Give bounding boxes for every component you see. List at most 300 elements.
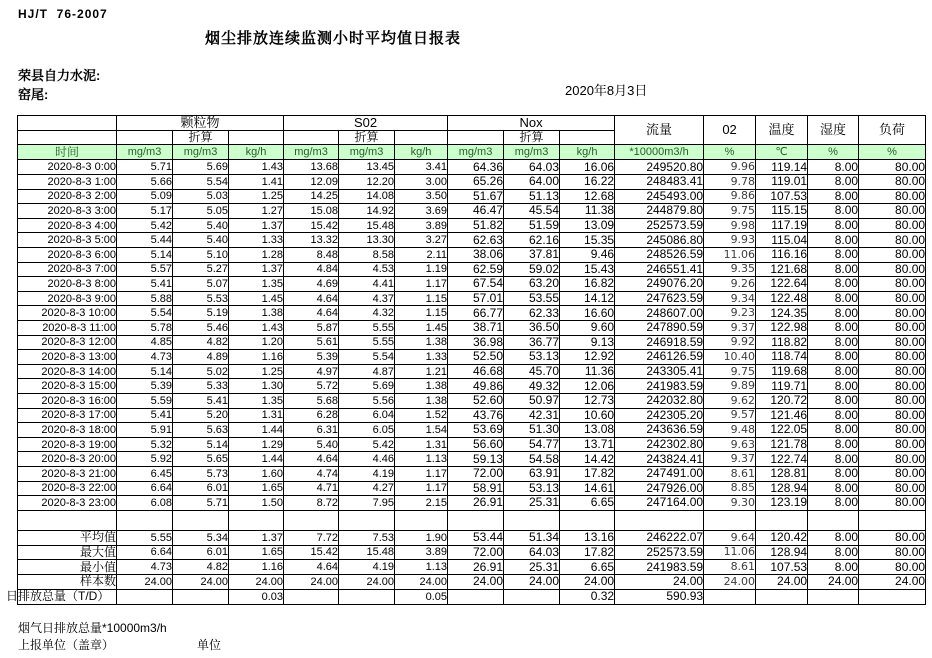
value-cell: 5.72 <box>284 379 339 394</box>
value-cell: 8.00 <box>808 496 859 511</box>
value-cell: 5.19 <box>173 306 229 321</box>
value-cell: 6.01 <box>173 481 229 496</box>
value-cell: 80.00 <box>859 321 926 336</box>
value-cell: 5.33 <box>173 379 229 394</box>
value-cell: 24.00 <box>229 575 284 590</box>
value-cell: 247623.59 <box>615 291 704 306</box>
value-cell: 15.42 <box>284 545 339 560</box>
value-cell: 242305.20 <box>615 408 704 423</box>
hour-row <box>18 189 926 204</box>
value-cell: 5.61 <box>284 335 339 350</box>
value-cell: 53.13 <box>504 481 560 496</box>
value-cell: 49.86 <box>448 379 504 394</box>
value-cell: 80.00 <box>859 248 926 263</box>
value-cell: 24.00 <box>704 575 756 590</box>
value-cell: 5.40 <box>173 233 229 248</box>
value-cell: 4.19 <box>339 560 395 575</box>
spacer-cell <box>704 510 756 530</box>
value-cell: 3.00 <box>395 175 448 190</box>
value-cell: 9.57 <box>704 408 756 423</box>
value-cell: 15.35 <box>560 233 615 248</box>
value-cell: 12.92 <box>560 350 615 365</box>
hour-row <box>18 452 926 467</box>
value-cell <box>704 589 756 604</box>
col-load-header: 负荷 <box>859 116 926 145</box>
value-cell: 5.88 <box>117 291 173 306</box>
value-cell: 12.06 <box>560 379 615 394</box>
value-cell: 64.03 <box>504 160 560 175</box>
value-cell: 17.82 <box>560 545 615 560</box>
value-cell: 8.00 <box>808 452 859 467</box>
value-cell: 9.62 <box>704 393 756 408</box>
footer-unit-label: 单位 <box>197 638 222 652</box>
hour-row <box>18 335 926 350</box>
hour-row <box>18 364 926 379</box>
value-cell: 13.68 <box>284 160 339 175</box>
value-cell: 5.41 <box>117 408 173 423</box>
value-cell: 8.00 <box>808 189 859 204</box>
value-cell: 1.15 <box>395 306 448 321</box>
spacer-cell <box>615 510 704 530</box>
value-cell: 13.08 <box>560 423 615 438</box>
value-cell: 80.00 <box>859 350 926 365</box>
value-cell: 9.37 <box>704 321 756 336</box>
value-cell: 1.35 <box>229 277 284 292</box>
value-cell: 80.00 <box>859 277 926 292</box>
value-cell: 115.15 <box>756 204 808 219</box>
value-cell: 6.31 <box>284 423 339 438</box>
value-cell: 4.32 <box>339 306 395 321</box>
value-cell: 8.00 <box>808 423 859 438</box>
value-cell: 53.69 <box>448 423 504 438</box>
value-cell: 4.46 <box>339 452 395 467</box>
blank-cell <box>448 131 504 145</box>
hour-row <box>18 306 926 321</box>
value-cell: 80.00 <box>859 408 926 423</box>
unit-cell: mg/m3 <box>504 145 560 160</box>
spacer-cell <box>229 510 284 530</box>
value-cell: 14.42 <box>560 452 615 467</box>
value-cell: 43.76 <box>448 408 504 423</box>
value-cell: 25.31 <box>504 496 560 511</box>
unit-cell: ℃ <box>756 145 808 160</box>
value-cell: 1.30 <box>229 379 284 394</box>
value-cell: 1.65 <box>229 545 284 560</box>
value-cell: 24.00 <box>504 575 560 590</box>
value-cell: 72.00 <box>448 466 504 481</box>
value-cell: 15.42 <box>284 218 339 233</box>
value-cell: 9.64 <box>704 530 756 545</box>
hour-row <box>18 496 926 511</box>
time-column-header: 时间 <box>18 145 117 160</box>
value-cell: 8.00 <box>808 175 859 190</box>
value-cell: 246222.07 <box>615 530 704 545</box>
value-cell: 9.78 <box>704 175 756 190</box>
value-cell: 8.00 <box>808 364 859 379</box>
time-cell: 2020-8-3 18:00 <box>18 423 117 438</box>
time-cell: 2020-8-3 8:00 <box>18 277 117 292</box>
value-cell: 5.68 <box>284 393 339 408</box>
value-cell: 16.60 <box>560 306 615 321</box>
unit-cell: kg/h <box>229 145 284 160</box>
value-cell: 1.33 <box>395 350 448 365</box>
value-cell: 1.38 <box>395 379 448 394</box>
value-cell: 1.37 <box>229 530 284 545</box>
value-cell: 5.92 <box>117 452 173 467</box>
time-cell: 2020-8-3 4:00 <box>18 218 117 233</box>
value-cell: 1.60 <box>229 466 284 481</box>
value-cell: 14.92 <box>339 204 395 219</box>
report-title: 烟尘排放连续监测小时平均值日报表 <box>205 30 462 47</box>
value-cell: 5.71 <box>173 496 229 511</box>
value-cell: 80.00 <box>859 560 926 575</box>
value-cell: 241983.59 <box>615 560 704 575</box>
value-cell: 5.17 <box>117 204 173 219</box>
time-cell: 2020-8-3 11:00 <box>18 321 117 336</box>
value-cell: 246918.59 <box>615 335 704 350</box>
value-cell: 1.44 <box>229 423 284 438</box>
time-cell: 2020-8-3 3:00 <box>18 204 117 219</box>
value-cell: 8.61 <box>704 560 756 575</box>
value-cell: 5.55 <box>117 530 173 545</box>
summary-row <box>18 575 926 590</box>
value-cell: 10.40 <box>704 350 756 365</box>
value-cell: 11.06 <box>704 545 756 560</box>
value-cell: 119.71 <box>756 379 808 394</box>
value-cell: 6.05 <box>339 423 395 438</box>
value-cell: 64.03 <box>504 545 560 560</box>
value-cell: 80.00 <box>859 364 926 379</box>
value-cell: 5.41 <box>117 277 173 292</box>
value-cell: 11.36 <box>560 364 615 379</box>
value-cell: 5.87 <box>284 321 339 336</box>
value-cell: 122.74 <box>756 452 808 467</box>
time-cell: 2020-8-3 23:00 <box>18 496 117 511</box>
time-cell: 2020-8-3 12:00 <box>18 335 117 350</box>
report-table <box>6 115 926 605</box>
summary-label: 样本数 <box>18 575 117 590</box>
value-cell: 17.82 <box>560 466 615 481</box>
value-cell: 4.73 <box>117 560 173 575</box>
value-cell: 12.68 <box>560 189 615 204</box>
hour-row <box>18 175 926 190</box>
value-cell: 246551.41 <box>615 262 704 277</box>
time-cell: 2020-8-3 16:00 <box>18 393 117 408</box>
value-cell: 24.00 <box>395 575 448 590</box>
value-cell: 1.25 <box>229 189 284 204</box>
value-cell: 51.34 <box>504 530 560 545</box>
value-cell: 62.33 <box>504 306 560 321</box>
value-cell: 54.77 <box>504 437 560 452</box>
value-cell: 4.97 <box>284 364 339 379</box>
value-cell: 5.02 <box>173 364 229 379</box>
value-cell: 36.50 <box>504 321 560 336</box>
value-cell: 1.16 <box>229 350 284 365</box>
value-cell: 6.65 <box>560 560 615 575</box>
so2-converted-header: 折算 <box>339 131 395 145</box>
value-cell: 52.60 <box>448 393 504 408</box>
value-cell: 9.98 <box>704 218 756 233</box>
value-cell: 4.64 <box>284 291 339 306</box>
value-cell: 4.19 <box>339 466 395 481</box>
value-cell: 4.84 <box>284 262 339 277</box>
value-cell: 8.00 <box>808 437 859 452</box>
unit-cell: % <box>704 145 756 160</box>
value-cell: 5.42 <box>117 218 173 233</box>
value-cell: 57.01 <box>448 291 504 306</box>
value-cell: 2.11 <box>395 248 448 263</box>
value-cell: 12.09 <box>284 175 339 190</box>
value-cell: 5.44 <box>117 233 173 248</box>
summary-row <box>18 530 926 545</box>
value-cell: 6.01 <box>173 545 229 560</box>
value-cell: 123.19 <box>756 496 808 511</box>
value-cell: 42.31 <box>504 408 560 423</box>
value-cell: 5.42 <box>339 437 395 452</box>
value-cell: 80.00 <box>859 233 926 248</box>
value-cell: 16.82 <box>560 277 615 292</box>
value-cell: 16.06 <box>560 160 615 175</box>
value-cell: 63.20 <box>504 277 560 292</box>
value-cell: 1.28 <box>229 248 284 263</box>
value-cell: 12.73 <box>560 393 615 408</box>
group-so2: S02 <box>284 116 448 131</box>
value-cell: 9.30 <box>704 496 756 511</box>
value-cell: 8.00 <box>808 204 859 219</box>
value-cell: 5.41 <box>173 393 229 408</box>
value-cell: 7.53 <box>339 530 395 545</box>
value-cell: 24.00 <box>173 575 229 590</box>
value-cell: 10.60 <box>560 408 615 423</box>
value-cell: 117.19 <box>756 218 808 233</box>
time-cell: 2020-8-3 14:00 <box>18 364 117 379</box>
value-cell: 52.50 <box>448 350 504 365</box>
value-cell: 5.69 <box>173 160 229 175</box>
value-cell: 80.00 <box>859 204 926 219</box>
unit-cell: *10000m3/h <box>615 145 704 160</box>
value-cell: 66.77 <box>448 306 504 321</box>
value-cell: 1.45 <box>395 321 448 336</box>
value-cell <box>339 589 395 604</box>
value-cell: 1.38 <box>229 306 284 321</box>
value-cell: 4.82 <box>173 560 229 575</box>
value-cell: 116.16 <box>756 248 808 263</box>
time-cell: 2020-8-3 1:00 <box>18 175 117 190</box>
standard-number: HJ/T 76-2007 <box>18 7 108 21</box>
value-cell: 7.72 <box>284 530 339 545</box>
value-cell: 3.69 <box>395 204 448 219</box>
value-cell: 14.25 <box>284 189 339 204</box>
time-cell: 2020-8-3 6:00 <box>18 248 117 263</box>
value-cell: 245493.00 <box>615 189 704 204</box>
value-cell: 1.31 <box>395 437 448 452</box>
value-cell: 8.00 <box>808 408 859 423</box>
value-cell: 9.23 <box>704 306 756 321</box>
value-cell: 115.04 <box>756 233 808 248</box>
value-cell: 58.91 <box>448 481 504 496</box>
value-cell: 8.00 <box>808 350 859 365</box>
value-cell: 80.00 <box>859 306 926 321</box>
spacer-cell <box>859 510 926 530</box>
value-cell: 9.60 <box>560 321 615 336</box>
value-cell: 5.40 <box>284 437 339 452</box>
group-pm: 颗粒物 <box>117 116 284 131</box>
value-cell: 65.26 <box>448 175 504 190</box>
value-cell: 38.71 <box>448 321 504 336</box>
value-cell: 8.00 <box>808 248 859 263</box>
summary-label: 最小值 <box>18 560 117 575</box>
value-cell: 9.34 <box>704 291 756 306</box>
value-cell: 118.82 <box>756 335 808 350</box>
value-cell: 0.05 <box>395 589 448 604</box>
value-cell: 51.67 <box>448 189 504 204</box>
value-cell: 8.00 <box>808 291 859 306</box>
value-cell: 46.47 <box>448 204 504 219</box>
value-cell: 6.64 <box>117 545 173 560</box>
value-cell: 5.34 <box>173 530 229 545</box>
value-cell: 246126.59 <box>615 350 704 365</box>
time-cell: 2020-8-3 19:00 <box>18 437 117 452</box>
value-cell: 248483.41 <box>615 175 704 190</box>
value-cell: 1.17 <box>395 277 448 292</box>
value-cell: 45.54 <box>504 204 560 219</box>
value-cell <box>117 589 173 604</box>
value-cell: 5.63 <box>173 423 229 438</box>
value-cell <box>756 589 808 604</box>
value-cell: 1.27 <box>229 204 284 219</box>
hour-row <box>18 321 926 336</box>
unit-cell: mg/m3 <box>284 145 339 160</box>
value-cell: 5.55 <box>339 335 395 350</box>
value-cell: 5.57 <box>117 262 173 277</box>
value-cell: 51.30 <box>504 423 560 438</box>
value-cell: 9.48 <box>704 423 756 438</box>
value-cell: 5.46 <box>173 321 229 336</box>
value-cell: 63.91 <box>504 466 560 481</box>
value-cell: 80.00 <box>859 175 926 190</box>
hour-row <box>18 160 926 175</box>
value-cell: 80.00 <box>859 379 926 394</box>
col-humidity-header: 湿度 <box>808 116 859 145</box>
value-cell <box>808 589 859 604</box>
value-cell: 4.27 <box>339 481 395 496</box>
value-cell: 24.00 <box>284 575 339 590</box>
value-cell: 80.00 <box>859 291 926 306</box>
value-cell: 24.00 <box>339 575 395 590</box>
value-cell: 24.00 <box>808 575 859 590</box>
value-cell: 5.54 <box>117 306 173 321</box>
value-cell: 51.13 <box>504 189 560 204</box>
value-cell: 4.37 <box>339 291 395 306</box>
value-cell: 6.08 <box>117 496 173 511</box>
time-cell: 2020-8-3 13:00 <box>18 350 117 365</box>
value-cell: 80.00 <box>859 262 926 277</box>
value-cell: 8.00 <box>808 262 859 277</box>
value-cell: 1.37 <box>229 218 284 233</box>
value-cell: 1.16 <box>229 560 284 575</box>
value-cell: 80.00 <box>859 393 926 408</box>
time-cell: 2020-8-3 10:00 <box>18 306 117 321</box>
hour-row <box>18 437 926 452</box>
spacer-cell <box>339 510 395 530</box>
value-cell: 80.00 <box>859 545 926 560</box>
value-cell: 3.27 <box>395 233 448 248</box>
value-cell: 1.65 <box>229 481 284 496</box>
value-cell: 53.44 <box>448 530 504 545</box>
value-cell: 3.50 <box>395 189 448 204</box>
value-cell: 249520.80 <box>615 160 704 175</box>
value-cell: 248607.00 <box>615 306 704 321</box>
group-nox: Nox <box>448 116 615 131</box>
value-cell: 8.00 <box>808 545 859 560</box>
value-cell: 4.64 <box>284 306 339 321</box>
value-cell: 4.41 <box>339 277 395 292</box>
spacer-cell <box>504 510 560 530</box>
value-cell: 243824.41 <box>615 452 704 467</box>
value-cell: 122.64 <box>756 277 808 292</box>
value-cell: 5.03 <box>173 189 229 204</box>
value-cell: 1.31 <box>229 408 284 423</box>
hour-row <box>18 277 926 292</box>
footer-report-unit-stamp: 上报单位（盖章） <box>18 638 115 652</box>
value-cell: 6.65 <box>560 496 615 511</box>
value-cell: 15.43 <box>560 262 615 277</box>
hour-row <box>18 408 926 423</box>
value-cell: 5.71 <box>117 160 173 175</box>
value-cell: 245086.80 <box>615 233 704 248</box>
value-cell: 53.13 <box>504 350 560 365</box>
value-cell: 3.89 <box>395 545 448 560</box>
value-cell: 121.78 <box>756 437 808 452</box>
value-cell: 16.22 <box>560 175 615 190</box>
hour-row <box>18 218 926 233</box>
value-cell: 4.82 <box>173 335 229 350</box>
value-cell: 24.00 <box>560 575 615 590</box>
company-name: 荣县自力水泥: <box>18 68 101 83</box>
value-cell: 5.78 <box>117 321 173 336</box>
value-cell: 14.08 <box>339 189 395 204</box>
value-cell: 9.63 <box>704 437 756 452</box>
value-cell: 13.09 <box>560 218 615 233</box>
hour-row <box>18 466 926 481</box>
value-cell: 80.00 <box>859 189 926 204</box>
monitor-point-label: 窑尾: <box>18 87 49 102</box>
time-cell: 2020-8-3 7:00 <box>18 262 117 277</box>
value-cell: 5.09 <box>117 189 173 204</box>
blank-cell <box>229 131 284 145</box>
value-cell: 24.00 <box>756 575 808 590</box>
col-o2-header: 02 <box>704 116 756 145</box>
value-cell: 26.91 <box>448 496 504 511</box>
value-cell: 242302.80 <box>615 437 704 452</box>
value-cell <box>448 589 504 604</box>
value-cell <box>173 589 229 604</box>
value-cell: 128.81 <box>756 466 808 481</box>
value-cell: 121.68 <box>756 262 808 277</box>
value-cell: 53.55 <box>504 291 560 306</box>
value-cell: 8.00 <box>808 335 859 350</box>
corner-cell <box>18 116 117 131</box>
value-cell: 8.00 <box>808 321 859 336</box>
value-cell: 5.59 <box>117 393 173 408</box>
value-cell: 5.27 <box>173 262 229 277</box>
hour-row <box>18 481 926 496</box>
value-cell: 107.53 <box>756 189 808 204</box>
value-cell: 9.93 <box>704 233 756 248</box>
unit-cell: mg/m3 <box>448 145 504 160</box>
hour-row <box>18 423 926 438</box>
value-cell: 5.73 <box>173 466 229 481</box>
